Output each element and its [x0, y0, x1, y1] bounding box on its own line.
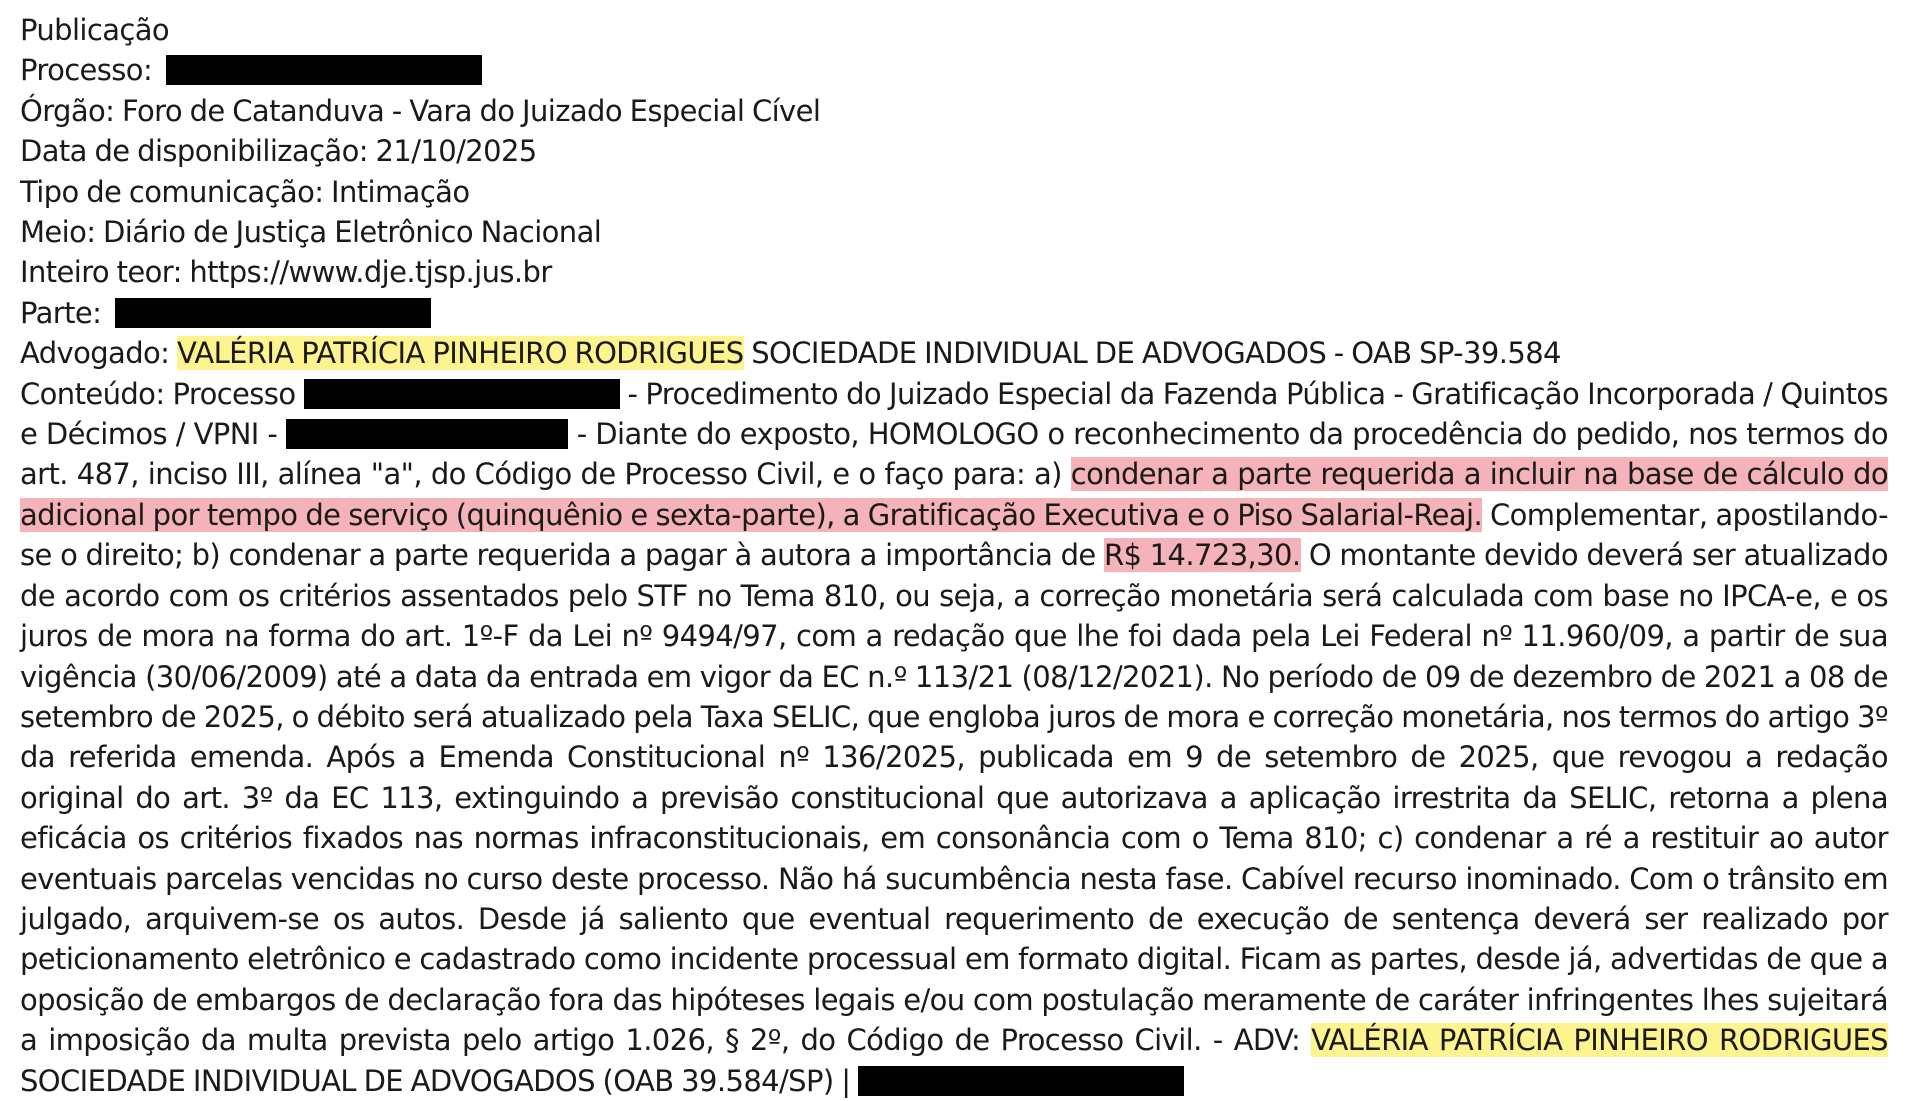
advogado-label: Advogado: — [20, 336, 170, 371]
highlight-condenar-base-calculo: condenar a parte requerida a incluir na base de cálculo do adicional por tempo de serviço (quinquênio e sexta-parte), a Gratificação Executiva e o Piso Salarial-Reaj. — [20, 457, 1888, 532]
meio-line: Meio: Diário de Justiça Eletrônico Nacional — [20, 215, 602, 250]
publication-document — [20, 10, 1888, 1101]
redacted-processo-number-2 — [304, 379, 620, 409]
conteudo-text-2: - Diante do exposto, HOMOLOGO o reconhecimento da procedência do pedido, nos termos do art. 487, inciso III, alínea "a", do Código de Processo Civil, e o faço para: a) — [20, 417, 1888, 492]
processo-label: Processo: — [20, 53, 153, 88]
conteudo-text-4: O montante devido deverá ser atualizado de acordo com os critérios assentados pelo STF no Tema 810, ou seja, a correção monetária será calculada com base no IPCA-e, e os juros de mora na forma do art. 1º-F da Lei nº 9494/97, com a redação que lhe foi dada pela Lei Federal nº 11.960/09, a partir de sua vigência (30/06/2009) até a data da entrada em vigor da EC n.º 113/21 (08/12/2021). No período de 09 de dezembro de 2021 a 08 de setembro de 2025, o débito será atualizado pela Taxa SELIC, que engloba juros de mora e correção monetária, nos termos do artigo 3º da referida emenda. Após a Emenda Constitucional nº 136/2025, publicada em 9 de setembro de 2025, que revogou a redação original do art. 3º da EC 113, extinguindo a previsão constitucional que autorizava a aplicação irrestrita da SELIC, retorna a plena eficácia os critérios fixados nas normas infraconstitucionais, em consonância com o Tema 810; c) condenar a ré a restituir ao autor eventuais parcelas vencidas no curso deste processo. Não há sucumbência nesta fase. Cabível recurso inominado. Com o trânsito em julgado, arquivem-se os autos. Desde já saliento que eventual requerimento de execução de sentença deverá ser realizado por peticionamento eletrônico e cadastrado como incidente processual em formato digital. Ficam as partes, desde já, advertidas de que a oposição de embargos de declaração fora das hipóteses legais e/ou com postulação meramente de caráter infringentes lhes sujeitará a imposição da multa prevista pelo artigo 1.026, § 2º, do Código de Processo Civil. - ADV: — [20, 538, 1888, 1058]
processo-row — [20, 50, 1888, 90]
inteiro-teor-line: Inteiro teor: https://www.dje.tjsp.jus.br — [20, 255, 552, 290]
data-disponibilizacao-line: Data de disponibilização: 21/10/2025 — [20, 134, 537, 169]
conteudo-text-5: SOCIEDADE INDIVIDUAL DE ADVOGADOS (OAB 39.584/SP) | — [20, 1063, 859, 1098]
conteudo-label: Conteúdo: Processo — [20, 376, 304, 411]
publication-title: Publicação — [20, 13, 170, 47]
highlight-valor: R$ 14.723,30. — [1103, 538, 1301, 573]
advogado-row — [20, 333, 1888, 373]
conteudo-text-3: Complementar, apostilando-se o direito; b) condenar a parte requerida a pagar à autora a importância de — [20, 497, 1888, 573]
advogado-name-highlight: VALÉRIA PATRÍCIA PINHEIRO RODRIGUES — [176, 336, 744, 371]
parte-label: Parte: — [20, 295, 102, 330]
redacted-reference — [286, 419, 568, 449]
parte-row — [20, 293, 1888, 333]
conteudo-paragraph — [20, 374, 1888, 1101]
tipo-comunicacao-line: Tipo de comunicação: Intimação — [20, 174, 470, 209]
redacted-processo-number — [166, 55, 482, 85]
conteudo-text-1: - Procedimento do Juizado Especial da Fazenda Pública - Gratificação Incorporada / Quintos e Décimos / VPNI - — [20, 376, 1888, 452]
advogado-name-highlight-2: VALÉRIA PATRÍCIA PINHEIRO RODRIGUES — [1311, 1023, 1888, 1058]
redacted-trailing — [858, 1066, 1184, 1096]
orgao-line: Órgão: Foro de Catanduva - Vara do Juizado Especial Cível — [20, 93, 821, 128]
advogado-rest: SOCIEDADE INDIVIDUAL DE ADVOGADOS - OAB SP-39.584 — [743, 336, 1561, 371]
redacted-parte-name — [115, 298, 431, 328]
